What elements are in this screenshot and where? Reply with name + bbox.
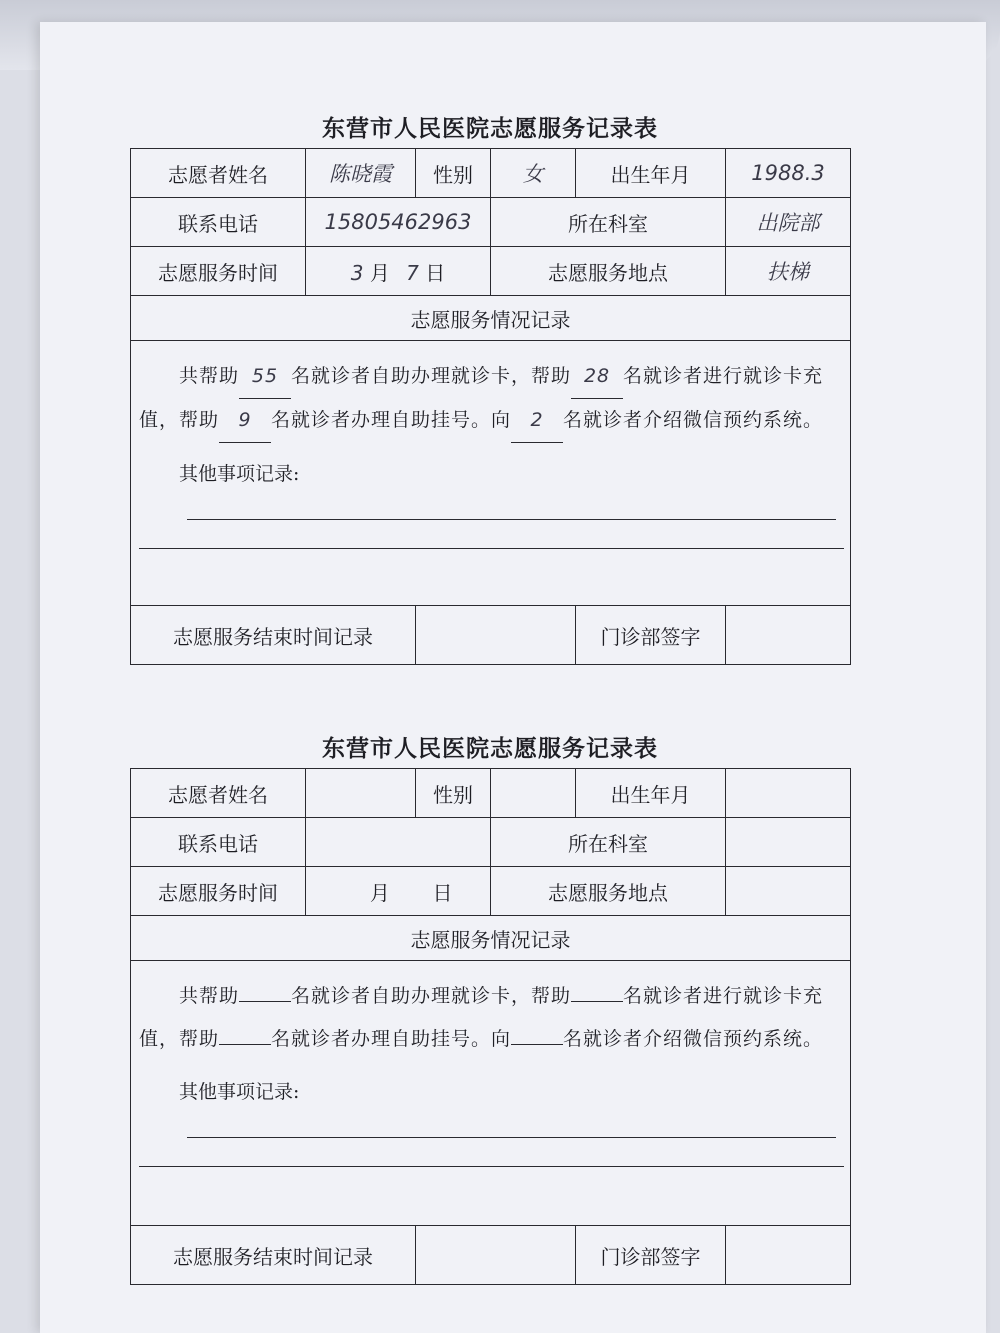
form-title: 东营市人民医院志愿服务记录表 xyxy=(322,115,658,142)
text-card: 名就诊者自助办理就诊卡，帮助 xyxy=(291,985,572,1007)
day-unit: 日 xyxy=(432,880,453,905)
record-body xyxy=(131,341,851,606)
row-record-body xyxy=(131,961,851,1226)
value-service-time[interactable] xyxy=(306,867,491,916)
value-gender[interactable] xyxy=(491,769,576,818)
row-service xyxy=(131,247,851,296)
row-footer xyxy=(131,606,851,665)
record-paragraph xyxy=(139,975,844,1061)
label-dept: 所在科室 xyxy=(491,818,726,867)
blank-card-count[interactable]: 55 xyxy=(239,355,291,399)
paper-page xyxy=(40,22,986,1333)
row-footer xyxy=(131,1226,851,1285)
text-recharge: 名就诊者进行就诊卡充值，帮助 xyxy=(139,985,824,1050)
label-gender: 性别 xyxy=(416,149,491,198)
value-name[interactable]: 陈晓霞 xyxy=(306,149,416,198)
label-name: 志愿者姓名 xyxy=(131,149,306,198)
value-service-place[interactable]: 扶梯 xyxy=(726,247,851,296)
notes-line-1[interactable] xyxy=(187,1137,836,1138)
label-birth: 出生年月 xyxy=(576,769,726,818)
label-gender: 性别 xyxy=(416,769,491,818)
blank-card-count[interactable] xyxy=(239,1001,291,1002)
text-recharge: 名就诊者进行就诊卡充值，帮助 xyxy=(139,365,824,431)
value-phone[interactable] xyxy=(306,818,491,867)
blank-register-count[interactable]: 9 xyxy=(219,399,271,443)
value-end-time[interactable] xyxy=(416,606,576,665)
label-service-time: 志愿服务时间 xyxy=(131,247,306,296)
row-phone xyxy=(131,198,851,247)
label-signature: 门诊部签字 xyxy=(576,606,726,665)
value-gender[interactable]: 女 xyxy=(491,149,576,198)
value-dept[interactable] xyxy=(726,818,851,867)
text-help: 共帮助 xyxy=(179,365,240,387)
notes-line-1[interactable] xyxy=(187,519,836,520)
label-service-place: 志愿服务地点 xyxy=(491,247,726,296)
blank-wechat-count[interactable] xyxy=(511,1044,563,1045)
notes-line-2[interactable] xyxy=(139,1166,844,1167)
value-end-time[interactable] xyxy=(416,1226,576,1285)
text-card: 名就诊者自助办理就诊卡，帮助 xyxy=(291,365,572,387)
blank-register-count[interactable] xyxy=(219,1044,271,1045)
label-signature: 门诊部签字 xyxy=(576,1226,726,1285)
text-help: 共帮助 xyxy=(179,985,240,1007)
value-phone[interactable]: 15805462963 xyxy=(306,198,491,247)
label-service-time: 志愿服务时间 xyxy=(131,867,306,916)
label-dept: 所在科室 xyxy=(491,198,726,247)
month-unit: 月 xyxy=(369,880,390,905)
label-end-time: 志愿服务结束时间记录 xyxy=(131,1226,416,1285)
label-name: 志愿者姓名 xyxy=(131,769,306,818)
row-record-body xyxy=(131,341,851,606)
row-record-header xyxy=(131,296,851,341)
record-header: 志愿服务情况记录 xyxy=(131,916,851,961)
other-notes-label: 其他事项记录: xyxy=(179,463,300,485)
record-paragraph xyxy=(139,355,844,443)
value-day: 7 xyxy=(406,260,419,285)
value-service-time[interactable] xyxy=(306,247,491,296)
row-record-header xyxy=(131,916,851,961)
day-unit: 日 xyxy=(425,260,446,285)
text-wechat: 名就诊者介绍微信预约系统。 xyxy=(563,1028,824,1050)
text-register: 名就诊者办理自助挂号。向 xyxy=(271,409,512,431)
text-wechat: 名就诊者介绍微信预约系统。 xyxy=(563,409,824,431)
row-service xyxy=(131,867,851,916)
value-dept[interactable]: 出院部 xyxy=(726,198,851,247)
value-service-place[interactable] xyxy=(726,867,851,916)
row-name xyxy=(131,149,851,198)
value-month: 3 xyxy=(350,260,364,285)
label-phone: 联系电话 xyxy=(131,198,306,247)
form-table xyxy=(130,768,851,1285)
record-form-1 xyxy=(130,110,850,665)
form-title: 东营市人民医院志愿服务记录表 xyxy=(322,735,658,762)
record-form-2 xyxy=(130,730,850,1285)
row-phone xyxy=(131,818,851,867)
blank-recharge-count[interactable] xyxy=(571,1001,623,1002)
blank-recharge-count[interactable]: 28 xyxy=(571,355,623,399)
label-service-place: 志愿服务地点 xyxy=(491,867,726,916)
notes-line-2[interactable] xyxy=(139,548,844,549)
value-signature[interactable] xyxy=(726,1226,851,1285)
record-header: 志愿服务情况记录 xyxy=(131,296,851,341)
value-signature[interactable] xyxy=(726,606,851,665)
value-name[interactable] xyxy=(306,769,416,818)
blank-wechat-count[interactable]: 2 xyxy=(511,399,563,443)
record-body xyxy=(131,961,851,1226)
form-table xyxy=(130,148,851,665)
text-register: 名就诊者办理自助挂号。向 xyxy=(271,1028,512,1050)
month-unit: 月 xyxy=(369,260,390,285)
value-birth[interactable]: 1988.3 xyxy=(726,149,851,198)
other-notes-label: 其他事项记录: xyxy=(179,1081,300,1103)
label-birth: 出生年月 xyxy=(576,149,726,198)
label-end-time: 志愿服务结束时间记录 xyxy=(131,606,416,665)
label-phone: 联系电话 xyxy=(131,818,306,867)
row-name xyxy=(131,769,851,818)
value-birth[interactable] xyxy=(726,769,851,818)
